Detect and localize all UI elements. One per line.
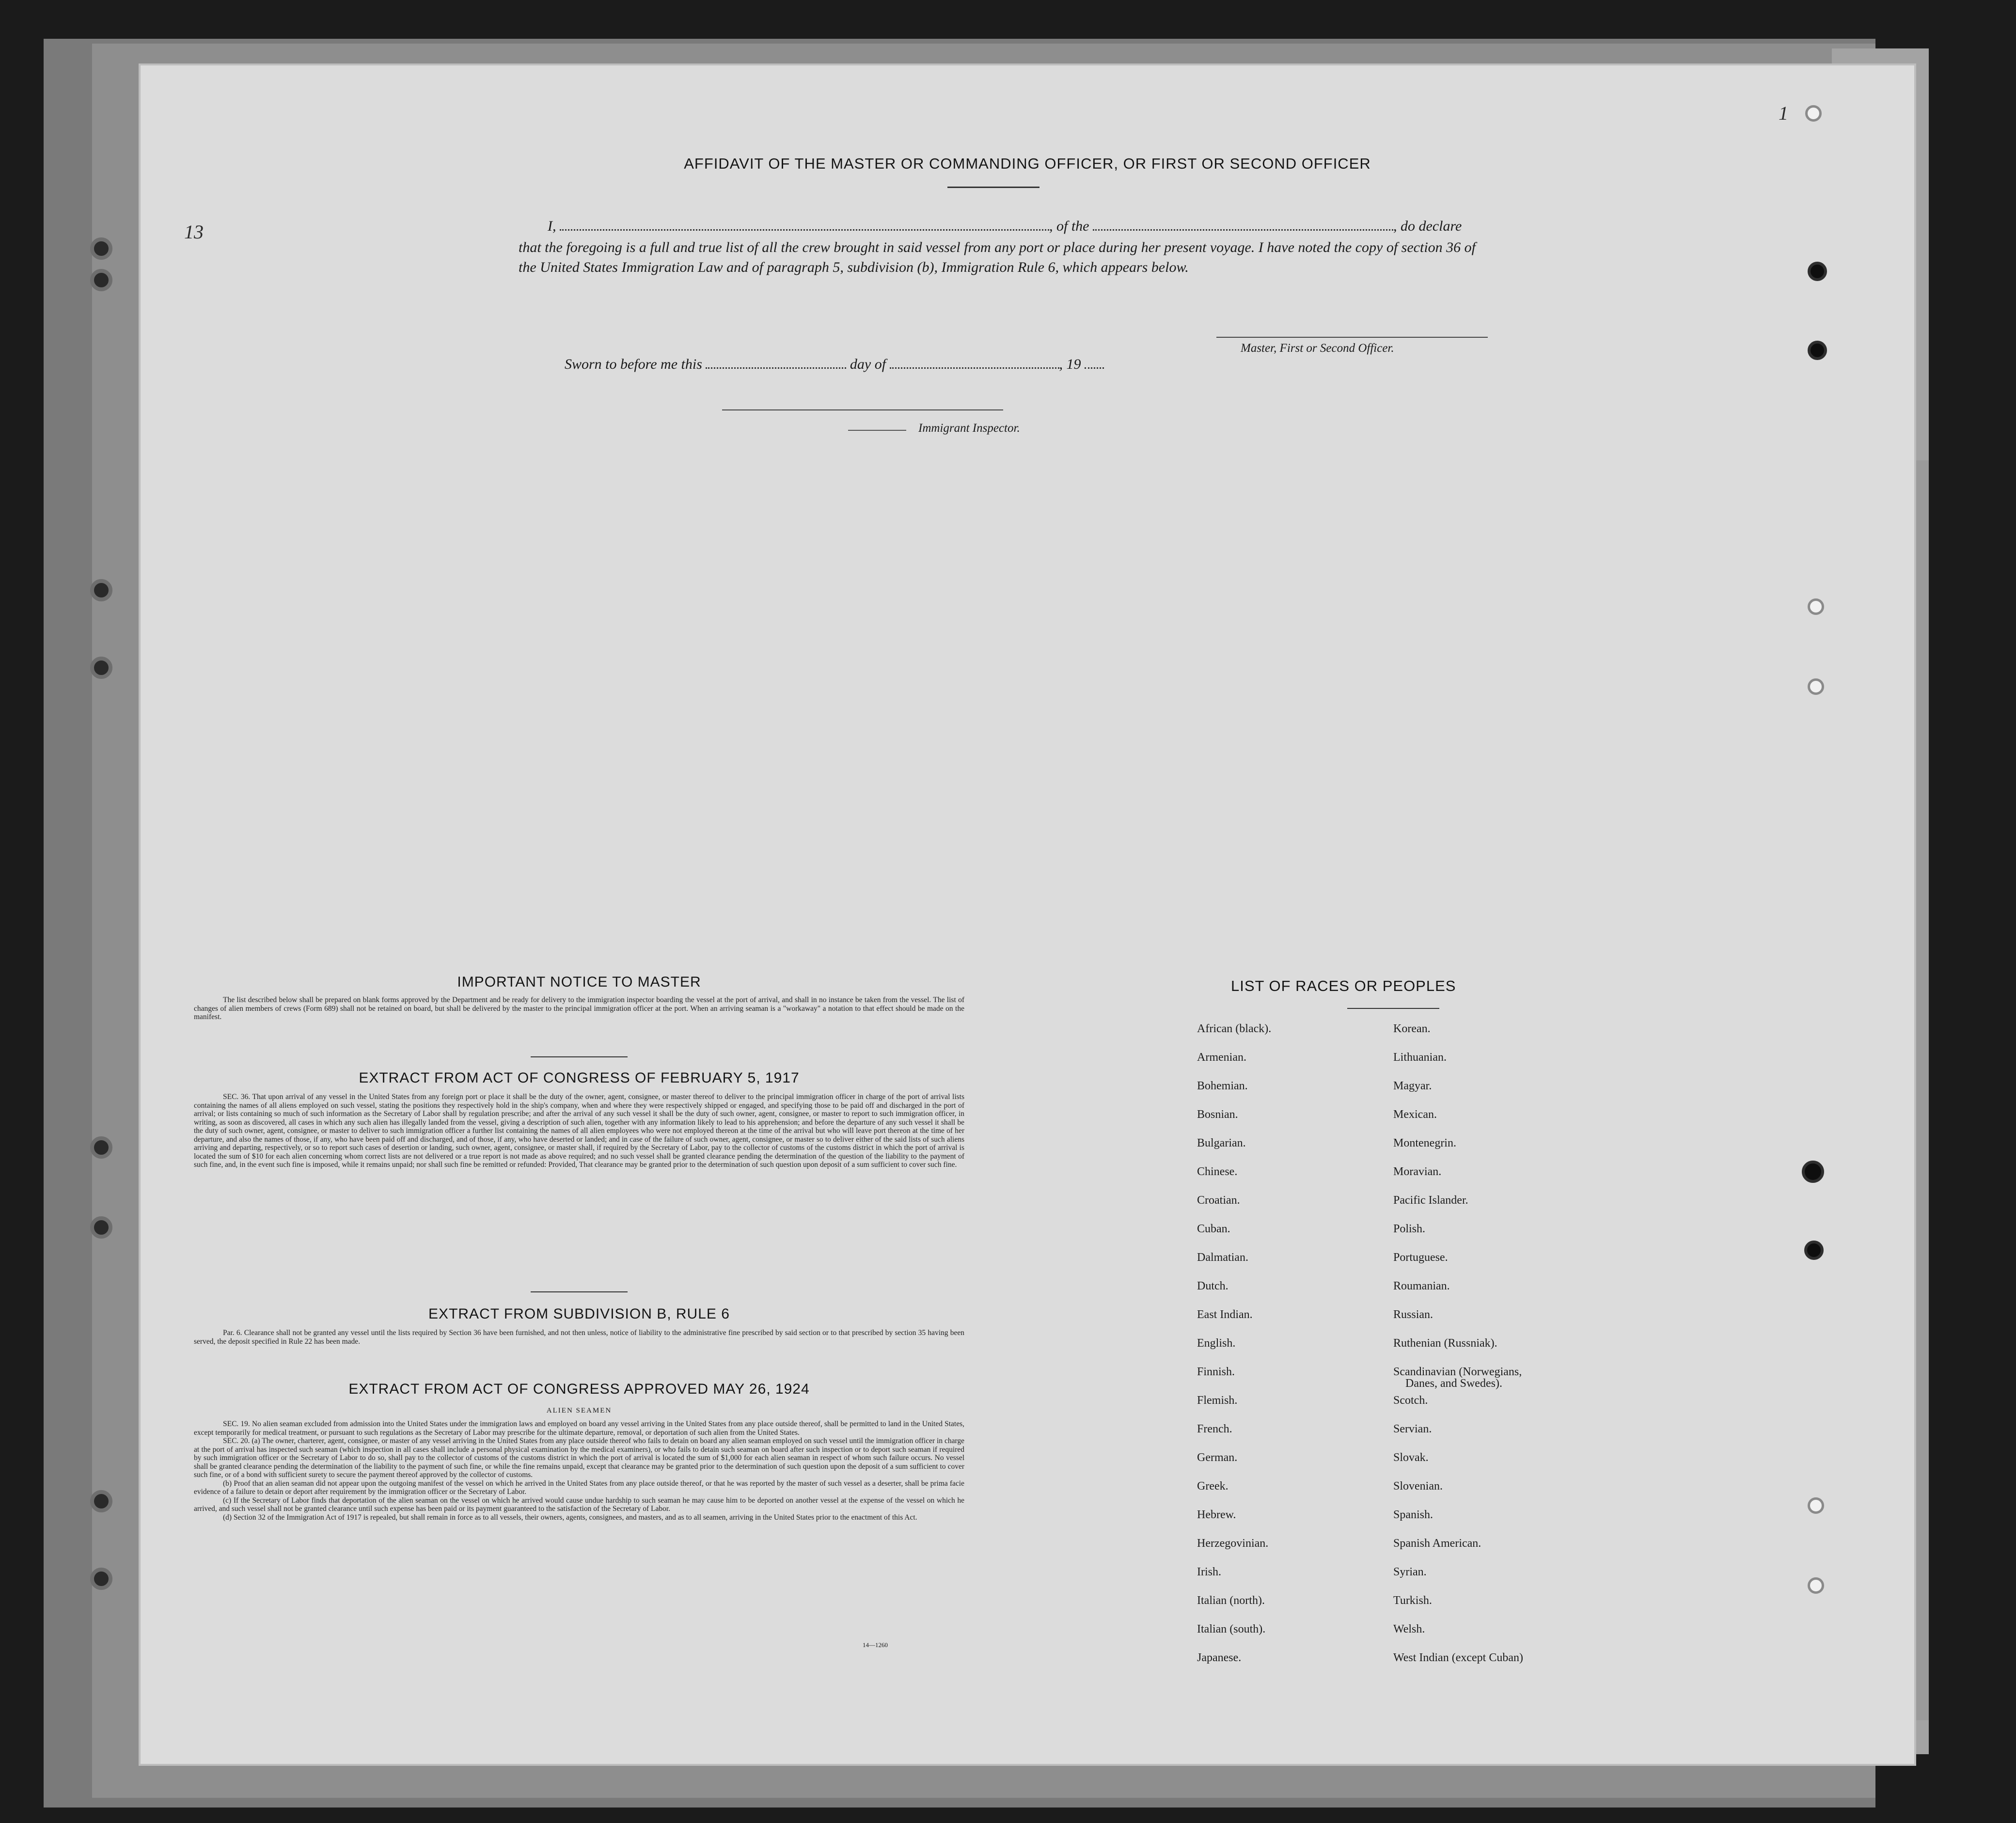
- binder-hole: [1808, 678, 1824, 695]
- sec20c-text: (c) If the Secretary of Labor finds that deportation of the alien seaman on the vessel on which he arrived would cause undue hardship to such seaman he may cause him to be deported on another vessel at the expense of the vessel on which he arrived, and such vessel shall not be granted clearance until such expense has been paid or its payment guaranteed to the satisfaction of the Secretary of Labor.: [194, 1496, 964, 1513]
- inspector-label: Immigrant Inspector.: [918, 422, 1020, 435]
- race-item: Finnish.: [1197, 1366, 1235, 1378]
- race-item: Italian (south).: [1197, 1623, 1266, 1635]
- divider: [947, 187, 1040, 188]
- race-item: Italian (north).: [1197, 1594, 1265, 1607]
- year-label: , 19: [1059, 356, 1081, 372]
- binder-hole: [1804, 1241, 1824, 1260]
- binder-hole: [1808, 1497, 1824, 1514]
- race-item: German.: [1197, 1451, 1238, 1464]
- extract-rule6-title: EXTRACT FROM SUBDIVISION B, RULE 6: [428, 1306, 730, 1322]
- race-item: Dalmatian.: [1197, 1251, 1248, 1264]
- binder-hole: [90, 1216, 112, 1239]
- race-item: Japanese.: [1197, 1651, 1242, 1664]
- race-item: Moravian.: [1393, 1165, 1442, 1178]
- name-blank: [560, 229, 1049, 231]
- race-item: Bohemian.: [1197, 1080, 1248, 1092]
- affidavit-body: that the foregoing is a full and true list of all the crew brought in said vessel from any port or place during her present voyage. I have noted the copy of section 36 of the United States Immigration Law and of paragraph 5, subdivision (b), Immigration Rule 6, which appears below.: [519, 239, 1476, 275]
- extract-1924-body: [194, 1420, 964, 1522]
- binder-hole: [1808, 598, 1824, 615]
- binder-hole: [90, 1490, 112, 1512]
- race-item: Armenian.: [1197, 1051, 1246, 1064]
- margin-mark: 13: [184, 221, 204, 243]
- race-item: East Indian.: [1197, 1308, 1253, 1321]
- day-of-label: day of: [850, 356, 886, 372]
- race-item: Welsh.: [1393, 1623, 1425, 1635]
- race-item: Portuguese.: [1393, 1251, 1448, 1264]
- master-signature-line: [1216, 337, 1488, 338]
- binder-hole: [1802, 1161, 1824, 1183]
- race-item: Roumanian.: [1393, 1280, 1450, 1292]
- extract-1917-title: EXTRACT FROM ACT OF CONGRESS OF FEBRUARY 5, 1917: [359, 1070, 800, 1086]
- race-item: English.: [1197, 1337, 1236, 1350]
- race-item: Greek.: [1197, 1480, 1228, 1493]
- race-item: Hebrew.: [1197, 1509, 1236, 1521]
- race-item: Syrian.: [1393, 1566, 1427, 1578]
- races-continuation: Danes, and Swedes).: [1405, 1377, 1502, 1390]
- race-item: Cuban.: [1197, 1223, 1230, 1235]
- race-item: Slovak.: [1393, 1451, 1429, 1464]
- race-item: Pacific Islander.: [1393, 1194, 1468, 1207]
- race-item: Dutch.: [1197, 1280, 1228, 1292]
- race-item: Flemish.: [1197, 1394, 1238, 1407]
- race-item: African (black).: [1197, 1022, 1272, 1035]
- affidavit-i: I,: [548, 218, 556, 234]
- month-blank: [890, 367, 1059, 369]
- race-item: Servian.: [1393, 1423, 1432, 1435]
- race-item: Ruthenian (Russniak).: [1393, 1337, 1497, 1350]
- race-item: Russian.: [1393, 1308, 1433, 1321]
- race-item: Croatian.: [1197, 1194, 1240, 1207]
- races-title: LIST OF RACES OR PEOPLES: [1231, 977, 1456, 994]
- extract-rule6-text: Par. 6. Clearance shall not be granted any vessel until the lists required by Section 36 have been furnished, and not then unless, notice of liability to the administrative fine prescribed by said section or to that prescribed by section 35 having been served, the deposit specified in Rule 22 has been made.: [194, 1329, 964, 1346]
- race-item: Mexican.: [1393, 1108, 1437, 1121]
- race-item: Turkish.: [1393, 1594, 1432, 1607]
- divider: [531, 1291, 628, 1292]
- extract-1917-text: SEC. 36. That upon arrival of any vessel in the United States from any foreign port or place it shall be the duty of the owner, agent, consignee, or master thereof to deliver to the principal immigration officer in charge of the port of arrival lists containing the names of all aliens employed on such vessel, stating the positions they respectively hold in the ship's company, when and where they were respectively shipped or engaged, and specifying those to be paid off and discharged in the port of arrival; or lists containing so much of such information as the Secretary of Labor shall by regulation prescribe; and after the arrival of any such vessel it shall be the duty of such owner, agent, consignee, or master to report to such immigration officer, in writing, as soon as discovered, all cases in which any such alien has illegally landed from the vessel, giving a description of such alien, together with any information likely to lead to his apprehension; and before the departure of any such vessel it shall be the duty of such owner, agent, consignee, or master to deliver to such immigration officer a further list containing the names of all alien employees who were not employed thereon at the time of the arrival but who will leave port thereon at the time of her departure, and also the names of those, if any, who have been paid off and discharged, and of those, if any, who have deserted or landed; and in case of the failure of such owner, agent, consignee, or master so to deliver either of the said lists of such aliens arriving and departing, respectively, or so to report such cases of desertion or landing, such owner, agent, consignee, or master shall, if required by the Secretary of Labor, pay to the collector of customs of the customs district in which the port of arrival is located the sum of $10 for each alien concerning whom correct lists are not delivered or a true report is not made as above required; and no such vessel shall be granted clearance pending the determination of the question of the liability to the payment of such fine, and, in the event such fine is imposed, while it remains unpaid; nor shall such fine be remitted or refunded: Provided, That clearance may be granted prior to the determination of such question upon deposit of a sum sufficient to cover such fine.: [194, 1093, 964, 1169]
- sec19-text: SEC. 19. No alien seaman excluded from admission into the United States under the immigration laws and employed on board any vessel arriving in the United States from any place outside thereof, shall be permitted to land in the United States, except temporarily for medical treatment, or pursuant to such regulations as the Secretary of Labor may prescribe for the ultimate departure, removal, or deportation of such alien from the United States.: [194, 1420, 964, 1437]
- divider: [531, 1056, 628, 1057]
- race-item: Scotch.: [1393, 1394, 1428, 1407]
- race-item: Bulgarian.: [1197, 1137, 1246, 1149]
- inspector-signature-line: [722, 409, 1003, 410]
- race-item: Chinese.: [1197, 1165, 1238, 1178]
- binder-hole: [90, 657, 112, 679]
- notice-title: IMPORTANT NOTICE TO MASTER: [457, 974, 701, 990]
- binder-hole: [90, 1136, 112, 1159]
- race-item: Lithuanian.: [1393, 1051, 1447, 1064]
- binder-hole: [90, 1568, 112, 1590]
- affidavit-title: AFFIDAVIT OF THE MASTER OR COMMANDING OFFICER, OR FIRST OR SECOND OFFICER: [684, 155, 1371, 172]
- binder-hole: [1808, 341, 1827, 360]
- binder-hole: [1808, 262, 1827, 281]
- binder-hole: [1808, 1577, 1824, 1594]
- race-item: Herzegovinian.: [1197, 1537, 1269, 1550]
- race-item: Spanish American.: [1393, 1537, 1481, 1550]
- race-item: Irish.: [1197, 1566, 1221, 1578]
- binder-hole: [90, 579, 112, 601]
- race-item: West Indian (except Cuban): [1393, 1651, 1523, 1664]
- form-number: 14—1260: [863, 1641, 888, 1649]
- master-signature-label: Master, First or Second Officer.: [1241, 342, 1394, 355]
- sec20a-text: SEC. 20. (a) The owner, charterer, agent, consignee, or master of any vessel arriving in the United States from any place outside thereof who fails to detain on board any alien seaman employed on such vessel until the immigration officer in charge at the port of arrival has inspected such seaman (which inspection in all cases shall include a personal physical examination by the medical examiners), or who fails to detain such seaman on board after such inspection or to deport such seaman if required by such immigration officer or the Secretary of Labor to do so, shall pay to the collector of customs of the customs district in which the port of arrival is located the sum of $1,000 for each alien seaman in respect of whom such failure occurs. No vessel shall be granted clearance pending the determination of the liability to the payment of such fine, or while the fine remains unpaid, except that clearance may be granted prior to the determination of such question upon the deposit of a sum sufficient to cover such fine, or of a bond with sufficient surety to secure the payment thereof approved by the collector of customs.: [194, 1437, 964, 1479]
- year-blank: [1085, 367, 1104, 369]
- race-item: Slovenian.: [1393, 1480, 1443, 1493]
- race-item: Bosnian.: [1197, 1108, 1238, 1121]
- race-item: Montenegrin.: [1393, 1137, 1456, 1149]
- sworn-line: [565, 356, 1104, 373]
- inspector-dotted-line: [848, 430, 906, 431]
- binder-hole: [90, 237, 112, 260]
- alien-seamen-subtitle: ALIEN SEAMEN: [546, 1407, 612, 1414]
- document-page: [141, 65, 1914, 1764]
- race-item: French.: [1197, 1423, 1232, 1435]
- affidavit-line: [548, 218, 1462, 235]
- notice-text: The list described below shall be prepared on blank forms approved by the Department and be ready for delivery to the immigration inspector boarding the vessel at the port of arrival, and shall in no instance be taken from the vessel. The list of changes of alien members of crews (Form 689) shall not be retained on board, but shall be delivered by the master to the principal immigration officer at the port. When an arriving seaman is a "workaway" a notation to that effect should be made on the manifest.: [194, 996, 964, 1021]
- day-blank: [706, 367, 846, 369]
- binder-hole: [90, 269, 112, 291]
- margin-mark: 1: [1779, 102, 1788, 124]
- race-item: Scandinavian (Norwegians,: [1393, 1366, 1522, 1378]
- extract-1924-title: EXTRACT FROM ACT OF CONGRESS APPROVED MAY 26, 1924: [348, 1381, 810, 1397]
- race-item: Spanish.: [1393, 1509, 1433, 1521]
- affidavit-declare: , do declare: [1393, 218, 1462, 234]
- sec20b-text: (b) Proof that an alien seaman did not appear upon the outgoing manifest of the vessel on which he arrived in the United States from any place outside thereof, or that he was reported by the master of such vessel as a deserter, shall be prima facie evidence of a failure to detain or deport after requirement by the immigration officer or the Secretary of Labor.: [194, 1479, 964, 1496]
- race-item: Korean.: [1393, 1022, 1431, 1035]
- divider: [1347, 1008, 1439, 1009]
- affidavit-of-the: , of the: [1049, 218, 1089, 234]
- vessel-blank: [1093, 229, 1393, 231]
- race-item: Polish.: [1393, 1223, 1426, 1235]
- sec20d-text: (d) Section 32 of the Immigration Act of 1917 is repealed, but shall remain in force as to all vessels, their owners, agents, consignees, and masters, and as to all seamen, arriving in the United States prior to the enactment of this Act.: [223, 1513, 917, 1522]
- binder-hole: [1805, 105, 1822, 122]
- sworn-label: Sworn to before me this: [565, 356, 702, 372]
- race-item: Magyar.: [1393, 1080, 1432, 1092]
